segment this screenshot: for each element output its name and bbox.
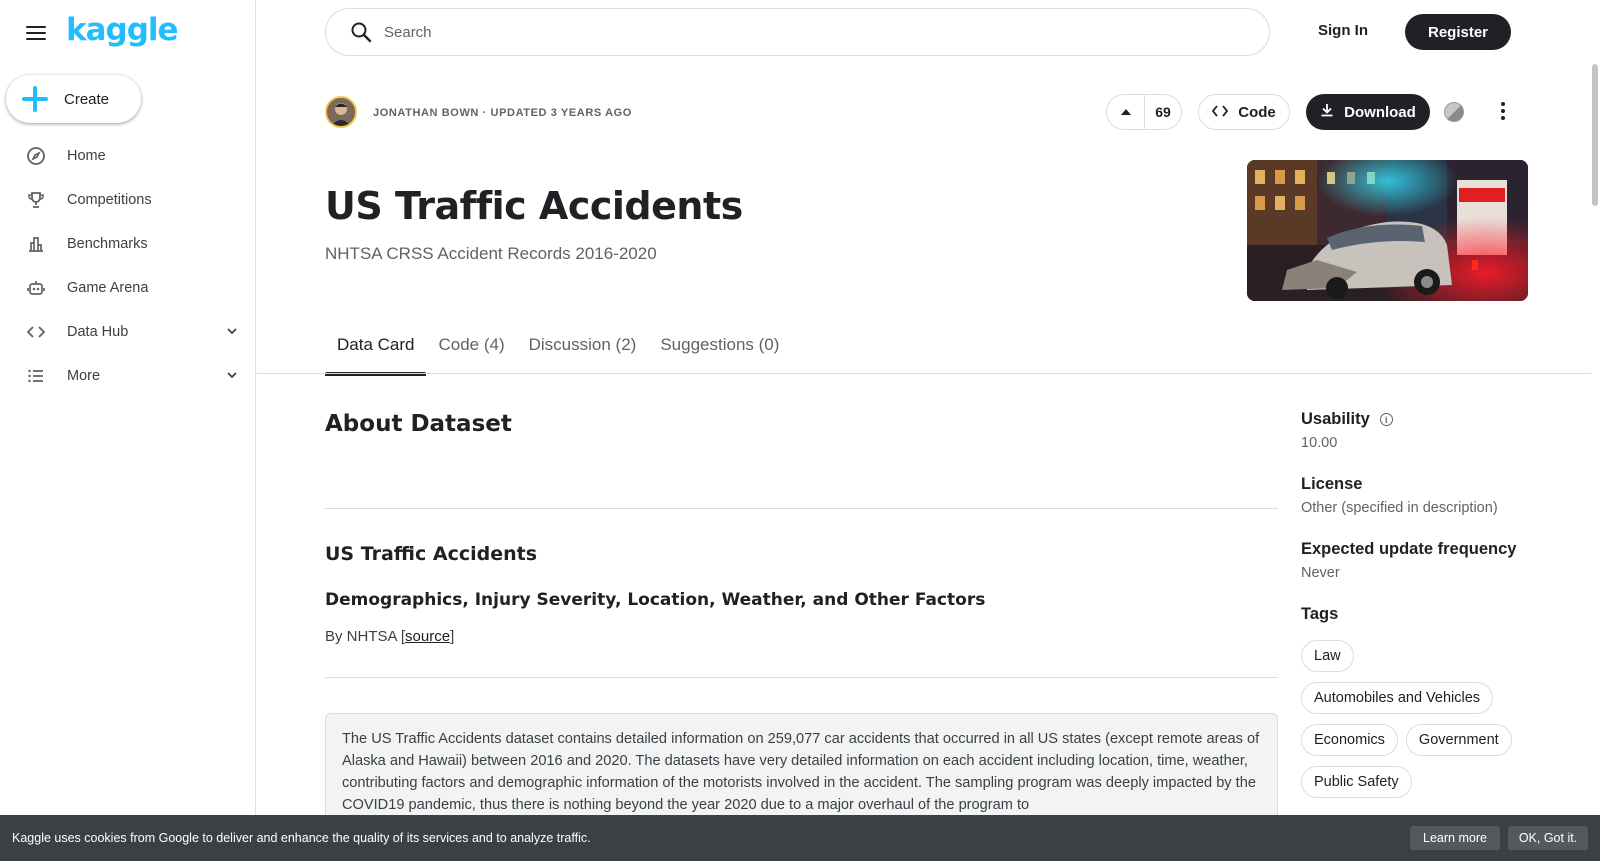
- about-heading: About Dataset: [325, 411, 512, 437]
- more-vert-icon[interactable]: [1500, 102, 1506, 122]
- menu-icon[interactable]: [24, 22, 48, 42]
- tag-chip[interactable]: Public Safety: [1301, 766, 1412, 798]
- code-button-label: Code: [1238, 103, 1276, 121]
- bar-chart-icon: [25, 233, 47, 255]
- tag-chip[interactable]: Automobiles and Vehicles: [1301, 682, 1493, 714]
- content-heading: US Traffic Accidents: [325, 543, 538, 565]
- dataset-byline: JONATHAN BOWN · UPDATED 3 YEARS AGO: [373, 107, 632, 119]
- license-value: Other (specified in description): [1301, 500, 1498, 516]
- tag-chip[interactable]: Government: [1406, 724, 1512, 756]
- page-title: US Traffic Accidents: [325, 184, 743, 228]
- avatar[interactable]: [325, 96, 357, 128]
- trophy-icon: [25, 189, 47, 211]
- robot-icon: [25, 277, 47, 299]
- upvote-widget: [1106, 94, 1182, 130]
- page-subtitle: NHTSA CRSS Accident Records 2016-2020: [325, 244, 657, 263]
- frequency-value: Never: [1301, 565, 1340, 581]
- divider: [325, 677, 1278, 678]
- sidebar-item-label: Benchmarks: [67, 236, 148, 252]
- tabs-divider: [257, 373, 1591, 374]
- code-icon: [25, 321, 47, 343]
- search-input[interactable]: [384, 24, 1184, 41]
- usability-label: Usability: [1301, 410, 1370, 428]
- compass-icon: [25, 145, 47, 167]
- caret-up-icon: [1120, 107, 1132, 117]
- code-button[interactable]: [1198, 94, 1290, 130]
- tab-suggestions[interactable]: Suggestions (0): [660, 335, 780, 354]
- sidebar: [0, 0, 256, 861]
- sidebar-item-competitions[interactable]: [0, 178, 256, 222]
- content-subheading: Demographics, Injury Severity, Location, Weather, and Other Factors: [325, 590, 986, 610]
- theme-toggle-icon[interactable]: [1444, 102, 1464, 122]
- tag-chip[interactable]: Law: [1301, 640, 1354, 672]
- sidebar-item-game-arena[interactable]: [0, 266, 256, 310]
- dataset-tabs: [325, 335, 815, 373]
- tag-list: [1301, 640, 1541, 808]
- sidebar-item-home[interactable]: [0, 134, 256, 178]
- sidebar-item-more[interactable]: [0, 354, 256, 398]
- kaggle-logo[interactable]: kaggle: [66, 12, 178, 48]
- source-line: [325, 628, 454, 645]
- sidebar-item-label: Competitions: [67, 192, 152, 208]
- sidebar-item-data-hub[interactable]: [0, 310, 256, 354]
- page-scrollbar[interactable]: [1592, 64, 1598, 206]
- sidebar-item-label: Data Hub: [67, 324, 129, 340]
- search-bar[interactable]: [325, 8, 1270, 56]
- tab-discussion[interactable]: Discussion (2): [528, 335, 637, 354]
- info-icon[interactable]: i: [1380, 413, 1393, 426]
- cookie-text: Kaggle uses cookies from Google to deliver and enhance the quality of its services and to analyze traffic.: [12, 831, 591, 845]
- upvote-button[interactable]: [1107, 95, 1145, 129]
- cookie-banner: [0, 815, 1600, 861]
- tab-code[interactable]: Code (4): [438, 335, 505, 354]
- sidebar-item-label: Game Arena: [67, 280, 149, 296]
- tab-data-card[interactable]: Data Card: [325, 335, 426, 373]
- metadata-rail: [1301, 410, 1541, 832]
- download-icon: [1320, 103, 1334, 121]
- accept-cookies-button[interactable]: OK, Got it.: [1508, 826, 1588, 850]
- list-icon: [25, 365, 47, 387]
- create-button[interactable]: [6, 75, 141, 123]
- sign-in-button[interactable]: Sign In: [1318, 22, 1368, 39]
- frequency-label: Expected update frequency: [1301, 540, 1517, 558]
- sidebar-item-label: Home: [67, 148, 106, 164]
- plus-icon: [22, 86, 48, 112]
- download-button-label: Download: [1344, 103, 1416, 121]
- tags-label: Tags: [1301, 605, 1339, 623]
- download-button[interactable]: [1306, 94, 1430, 130]
- learn-more-button[interactable]: Learn more: [1410, 826, 1500, 850]
- description-block: The US Traffic Accidents dataset contains detailed information on 259,077 car accidents that occurred in all US states (except remote areas of Alaska and Hawaii) between 2016 and 2020. The datasets have very detailed information on each accident including location, time, weather, contributing factors and demographic information of the motorists involved in the accident. The sampling program was deeply impacted by the COVID19 pandemic, thus there is nothing beyond the year 2020 due to a major overhaul of the program to: [325, 713, 1278, 823]
- chevron-down-icon[interactable]: [226, 368, 238, 386]
- source-prefix: By NHTSA [: [325, 628, 406, 645]
- create-label: Create: [64, 90, 110, 108]
- source-link[interactable]: source: [405, 628, 451, 645]
- sidebar-item-benchmarks[interactable]: [0, 222, 256, 266]
- search-icon: [350, 21, 372, 43]
- register-button[interactable]: Register: [1405, 14, 1511, 50]
- divider: [325, 508, 1278, 509]
- source-suffix: ]: [450, 628, 455, 645]
- tag-chip[interactable]: Economics: [1301, 724, 1398, 756]
- dataset-cover-image: [1247, 160, 1528, 301]
- upvote-count: 69: [1155, 104, 1171, 120]
- usability-value: 10.00: [1301, 435, 1338, 451]
- code-icon: [1212, 105, 1228, 120]
- sidebar-item-label: More: [67, 368, 101, 384]
- license-label: License: [1301, 475, 1363, 493]
- sidebar-nav: [0, 134, 256, 398]
- chevron-down-icon[interactable]: [226, 324, 238, 342]
